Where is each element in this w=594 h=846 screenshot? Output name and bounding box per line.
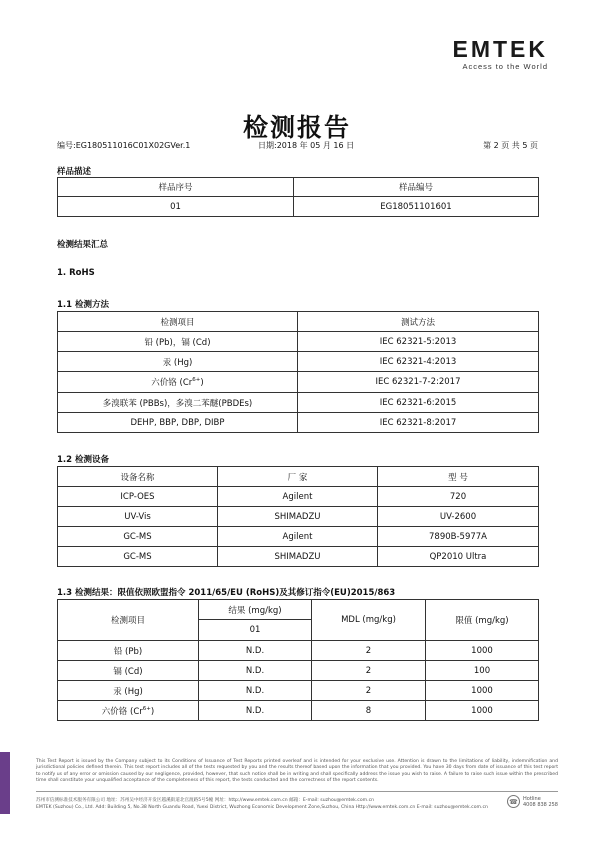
results-header-result: 结果 (mg/kg) [199, 600, 312, 620]
table-row [58, 352, 539, 372]
cr-superscript: 6+ [142, 705, 151, 712]
table-row [58, 507, 539, 527]
result-mdl: 2 [312, 681, 426, 701]
method-item: 铅 (Pb)，镉 (Cd) [58, 332, 298, 352]
method-item: 汞 (Hg) [58, 352, 298, 372]
table-row [58, 701, 539, 721]
rohs-heading: 1. RoHS [57, 268, 95, 278]
method-standard: IEC 62321-7-2:2017 [298, 372, 539, 393]
method-standard: IEC 62321-5:2013 [298, 332, 539, 352]
equipment-cell: QP2010 Ultra [378, 547, 539, 567]
equipment-heading: 1.2 检测设备 [57, 455, 110, 465]
cr-close: ) [200, 378, 204, 388]
methods-table [57, 311, 539, 433]
equipment-cell: UV-Vis [58, 507, 218, 527]
result-value: N.D. [199, 641, 312, 661]
result-limit: 1000 [426, 641, 539, 661]
sample-table [57, 177, 539, 217]
equipment-cell: ICP-OES [58, 487, 218, 507]
page-indicator: 第 2 页 共 5 页 [483, 141, 538, 150]
hotline-label: Hotline [523, 795, 541, 802]
logo-tagline: Access to the World [462, 62, 548, 71]
result-value: N.D. [199, 681, 312, 701]
report-date: 日期:2018 年 05 月 16 日 [258, 141, 355, 150]
equipment-cell: GC-MS [58, 547, 218, 567]
results-header-mdl: MDL (mg/kg) [312, 600, 426, 641]
equipment-header-maker: 厂 家 [218, 467, 378, 487]
methods-header-method: 测试方法 [298, 312, 539, 332]
report-number: 编号:EG180511016C01X02GVer.1 [57, 141, 191, 150]
phone-icon: ☎ [507, 795, 520, 808]
summary-heading: 检测结果汇总 [57, 240, 109, 250]
footer-divider [36, 791, 558, 792]
method-item: 多溴联苯 (PBBs)，多溴二苯醚(PBDEs) [58, 393, 298, 413]
equipment-table [57, 466, 539, 567]
footer-address-en: EMTEK (Suzhou) Co., Ltd. Add: Building 5, No.38 North Guandu Road, Yuexi District, Wuzhong Economic Development Zone,Suzhou, China Http://www.emtek.com.cn E-mail: suzhou@emtek.com.cn [36, 805, 488, 810]
result-value: N.D. [199, 701, 312, 721]
result-value: N.D. [199, 661, 312, 681]
equipment-header-model: 型 号 [378, 467, 539, 487]
results-header-limit: 限值 (mg/kg) [426, 600, 539, 641]
table-row [58, 641, 539, 661]
result-limit: 100 [426, 661, 539, 681]
methods-header-item: 检测项目 [58, 312, 298, 332]
table-row [58, 197, 539, 217]
method-item [58, 372, 298, 393]
cr-close: ) [150, 706, 155, 717]
equipment-cell: SHIMADZU [218, 547, 378, 567]
results-header-sample: 01 [199, 620, 312, 641]
company-logo [453, 38, 549, 71]
results-table [57, 599, 539, 721]
table-row [58, 413, 539, 433]
result-limit: 1000 [426, 701, 539, 721]
method-standard: IEC 62321-4:2013 [298, 352, 539, 372]
table-row [58, 527, 539, 547]
result-mdl: 2 [312, 661, 426, 681]
footer-accent-bar [0, 752, 10, 814]
result-limit: 1000 [426, 681, 539, 701]
method-item-text: 六价铬 (Cr [151, 378, 193, 388]
table-row [58, 661, 539, 681]
footer-disclaimer: This Test Report is issued by the Company subject to its Conditions of Issuance of Test Reports printed overleaf and is intended for your exclusive use. Attention is drawn to the limitations of liability, indemnification and jurisdictional policies defined therein. This test report includes all of the tests requested by you and the results thereof based upon the information that you provided. You have 30 days from date of issuance of this test report to notify us of any error or omission caused by our negligence, provided, however, that such notice shall be in writing and shall specifically address the issue you wish to raise. A failure to raise such issue within the prescribed time shall constitute your unqualified acceptance of the completeness of this report, the tests conducted and the correctness of the report contents. [36, 759, 558, 784]
table-row [58, 547, 539, 567]
results-heading: 1.3 检测结果：限值依照欧盟指令 2011/65/EU (RoHS)及其修订指令(EU)2015/863 [57, 588, 396, 598]
report-title: 检测报告 [242, 113, 351, 142]
result-item: 汞 (Hg) [58, 681, 199, 701]
equipment-cell: 7890B-5977A [378, 527, 539, 547]
sample-cell: EG18051101601 [294, 197, 539, 217]
equipment-cell: Agilent [218, 487, 378, 507]
equipment-cell: GC-MS [58, 527, 218, 547]
equipment-header-name: 设备名称 [58, 467, 218, 487]
result-item [58, 701, 199, 721]
sample-header-index: 样品序号 [58, 178, 294, 197]
hotline-number: 4008 838 258 [523, 801, 558, 808]
methods-heading: 1.1 检测方法 [57, 300, 110, 310]
footer-address-cn: 苏州市信测标准技术服务有限公司 地址：苏州吴中经济开发区越溪街道北官渡路5号5幢 网址：http://www.emtek.com.cn 邮箱：E-mail: suzhou@emtek.com.cn [36, 798, 375, 803]
table-row [58, 372, 539, 393]
equipment-cell: UV-2600 [378, 507, 539, 527]
method-standard: IEC 62321-8:2017 [298, 413, 539, 433]
result-mdl: 2 [312, 641, 426, 661]
result-item-text: 六价铬 (Cr [101, 706, 143, 717]
result-mdl: 8 [312, 701, 426, 721]
hotline [507, 795, 558, 808]
sample-header-code: 样品编号 [294, 178, 539, 197]
equipment-cell: SHIMADZU [218, 507, 378, 527]
logo-name: EMTEK [452, 36, 548, 62]
equipment-cell: Agilent [218, 527, 378, 547]
equipment-cell: 720 [378, 487, 539, 507]
sample-cell: 01 [58, 197, 294, 217]
table-row [58, 393, 539, 413]
result-item: 镉 (Cd) [58, 661, 199, 681]
table-row [58, 332, 539, 352]
table-row [58, 681, 539, 701]
results-header-item: 检测项目 [58, 600, 199, 641]
method-item: DEHP, BBP, DBP, DIBP [58, 413, 298, 433]
table-row [58, 487, 539, 507]
method-standard: IEC 62321-6:2015 [298, 393, 539, 413]
result-item: 铅 (Pb) [58, 641, 199, 661]
hotline-text [523, 796, 558, 808]
cr-superscript: 6+ [192, 377, 201, 384]
sample-heading: 样品描述 [57, 167, 92, 177]
